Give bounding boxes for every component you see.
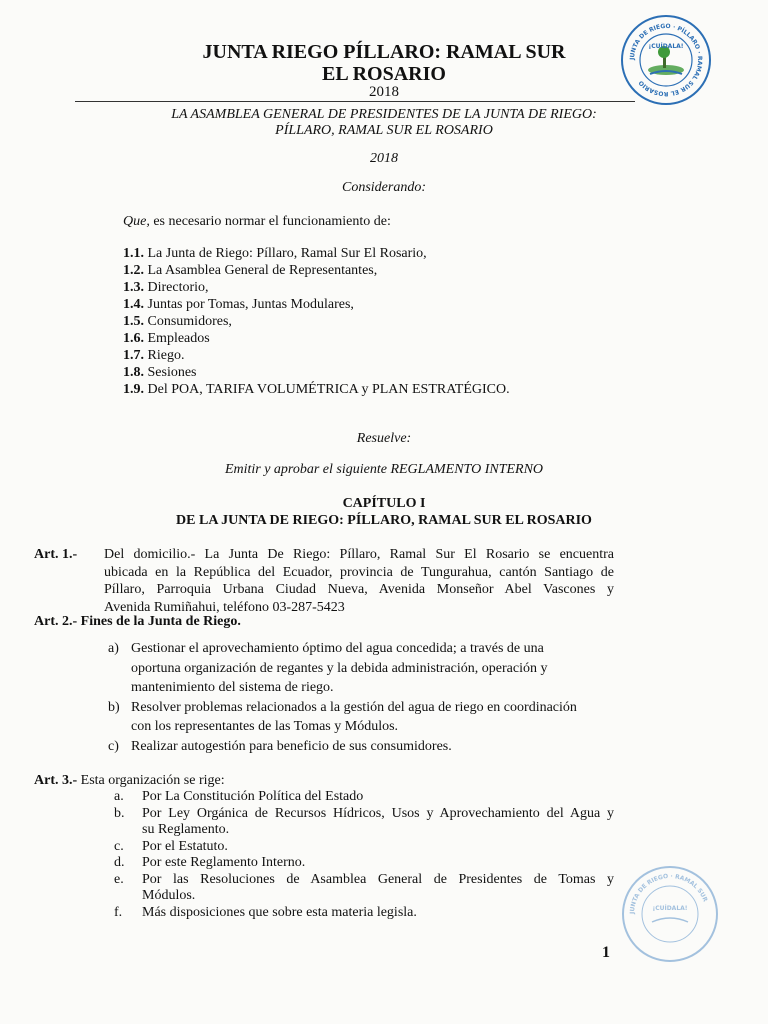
assembly-line2: PÍLLARO, RAMAL SUR EL ROSARIO bbox=[275, 123, 493, 138]
item-text: Empleados bbox=[144, 331, 210, 346]
document-title-line1: JUNTA RIEGO PÍLLARO: RAMAL SUR bbox=[202, 41, 566, 63]
item-text: Del POA, TARIFA VOLUMÉTRICA y PLAN ESTRATÉGICO. bbox=[144, 382, 510, 397]
assembly-year: 2018 bbox=[370, 151, 398, 166]
art1-line: ubicada en la República del Ecuador, provincia de Tungurahua, cantón Santiago de bbox=[104, 564, 614, 580]
item-number: 1.3. bbox=[123, 280, 144, 295]
item-number: 1.8. bbox=[123, 365, 144, 380]
art1-body bbox=[104, 546, 614, 616]
list-marker: a) bbox=[108, 641, 119, 656]
art2-label: Art. 2.- bbox=[34, 614, 78, 629]
list-marker: e. bbox=[114, 871, 124, 887]
considerando-item bbox=[123, 347, 184, 364]
seal-inner-text: ¡CUÍDALA! bbox=[648, 43, 684, 50]
seal-arc-text: JUNTA DE RIEGO · PÍLLARO · RAMAL SUR EL ROSARIO bbox=[628, 22, 704, 98]
item-number: 1.2. bbox=[123, 263, 144, 278]
assembly-line1: LA ASAMBLEA GENERAL DE PRESIDENTES DE LA JUNTA DE RIEGO: bbox=[171, 107, 597, 122]
item-text: Juntas por Tomas, Juntas Modulares, bbox=[144, 297, 354, 312]
item-text: La Junta de Riego: Píllaro, Ramal Sur El Rosario, bbox=[144, 246, 427, 261]
item-text: Riego. bbox=[144, 348, 185, 363]
list-item-line: Más disposiciones que sobre esta materia legisla. bbox=[142, 904, 417, 920]
considerando-item bbox=[123, 381, 510, 398]
art1-line: Avenida Rumiñahui, teléfono 03-287-5423 bbox=[104, 599, 345, 615]
list-item-line: Gestionar el aprovechamiento óptimo del agua concedida; a través de una bbox=[131, 641, 544, 656]
list-item-line: Módulos. bbox=[142, 888, 196, 903]
considerando-item bbox=[123, 262, 377, 279]
list-marker: c) bbox=[108, 738, 119, 754]
art3-label: Art. 3.- bbox=[34, 773, 78, 788]
header-year: 2018 bbox=[369, 84, 399, 100]
list-item-line: Por este Reglamento Interno. bbox=[142, 855, 306, 870]
intro-text: es necesario normar el funcionamiento de: bbox=[149, 214, 391, 229]
organization-seal bbox=[620, 14, 712, 106]
item-number: 1.5. bbox=[123, 314, 144, 329]
page-number: 1 bbox=[602, 944, 610, 961]
resuelve-heading: Resuelve: bbox=[356, 431, 412, 446]
considerando-item bbox=[123, 279, 209, 296]
stamp-seal bbox=[620, 864, 720, 964]
emitir-statement: Emitir y aprobar el siguiente REGLAMENTO INTERNO bbox=[224, 462, 544, 477]
item-number: 1.6. bbox=[123, 331, 144, 346]
list-item-line: Por el Estatuto. bbox=[142, 838, 228, 854]
item-text: Sesiones bbox=[144, 365, 197, 380]
art1-label: Art. 1.- bbox=[34, 547, 78, 562]
list-item-line: mantenimiento del sistema de riego. bbox=[131, 680, 334, 695]
stamp-inner-text: ¡CUÍDALA! bbox=[652, 905, 688, 912]
considerando-item bbox=[123, 296, 354, 313]
item-text: Consumidores, bbox=[144, 314, 232, 329]
considerando-item bbox=[123, 313, 232, 330]
intro-que: Que, bbox=[123, 214, 150, 229]
art2-heading-row bbox=[34, 613, 241, 630]
list-marker: b) bbox=[108, 699, 120, 715]
art1-line: Del domicilio.- La Junta De Riego: Píllaro, Ramal Sur El Rosario se encuentra bbox=[104, 547, 614, 562]
list-item-line: Resolver problemas relacionados a la gestión del agua de riego en coordinación bbox=[131, 699, 577, 715]
considerando-item bbox=[123, 330, 210, 347]
item-text: Directorio, bbox=[144, 280, 209, 295]
list-item-line: Realizar autogestión para beneficio de sus consumidores. bbox=[131, 738, 452, 754]
list-marker: a. bbox=[114, 789, 124, 804]
stamp-arc-text: JUNTA DE RIEGO · RAMAL SUR bbox=[628, 872, 709, 915]
art3-heading: Esta organización se rige: bbox=[77, 773, 225, 788]
chapter-subtitle: DE LA JUNTA DE RIEGO: PÍLLARO, RAMAL SUR EL ROSARIO bbox=[176, 513, 592, 528]
seal-graphic bbox=[620, 14, 712, 106]
item-number: 1.4. bbox=[123, 297, 144, 312]
list-item-line: Por Ley Orgánica de Recursos Hídricos, Usos y Aprovechamiento del Agua y bbox=[142, 805, 614, 821]
considerando-item bbox=[123, 364, 197, 381]
header-rule bbox=[75, 101, 635, 102]
item-number: 1.9. bbox=[123, 382, 144, 397]
chapter-title: CAPÍTULO I bbox=[342, 496, 426, 511]
considerando-item bbox=[123, 245, 427, 262]
list-item-line: con los representantes de las Tomas y Módulos. bbox=[131, 719, 399, 734]
stamp-graphic bbox=[620, 864, 720, 964]
item-number: 1.1. bbox=[123, 246, 144, 261]
list-item-line: oportuna organización de regantes y la debida administración, operación y bbox=[131, 660, 548, 676]
item-number: 1.7. bbox=[123, 348, 144, 363]
list-marker: b. bbox=[114, 805, 125, 821]
list-marker: c. bbox=[114, 838, 124, 854]
art2-heading: Fines de la Junta de Riego. bbox=[80, 614, 241, 629]
list-marker: f. bbox=[114, 904, 123, 920]
document-title-line2: EL ROSARIO bbox=[322, 63, 446, 85]
list-marker: d. bbox=[114, 855, 125, 870]
list-item-line: Por La Constitución Política del Estado bbox=[142, 789, 364, 804]
list-item-line: su Reglamento. bbox=[142, 822, 230, 837]
list-item-line: Por las Resoluciones de Asamblea General de Presidentes de Tomas y bbox=[142, 871, 614, 887]
considerando-heading: Considerando: bbox=[342, 180, 426, 195]
intro-sentence bbox=[123, 213, 391, 230]
item-text: La Asamblea General de Representantes, bbox=[144, 263, 378, 278]
art1-line: Píllaro, Parroquia Urbana Ciudad Nueva, Avenida Monseñor Abel Vascones y bbox=[104, 582, 614, 597]
